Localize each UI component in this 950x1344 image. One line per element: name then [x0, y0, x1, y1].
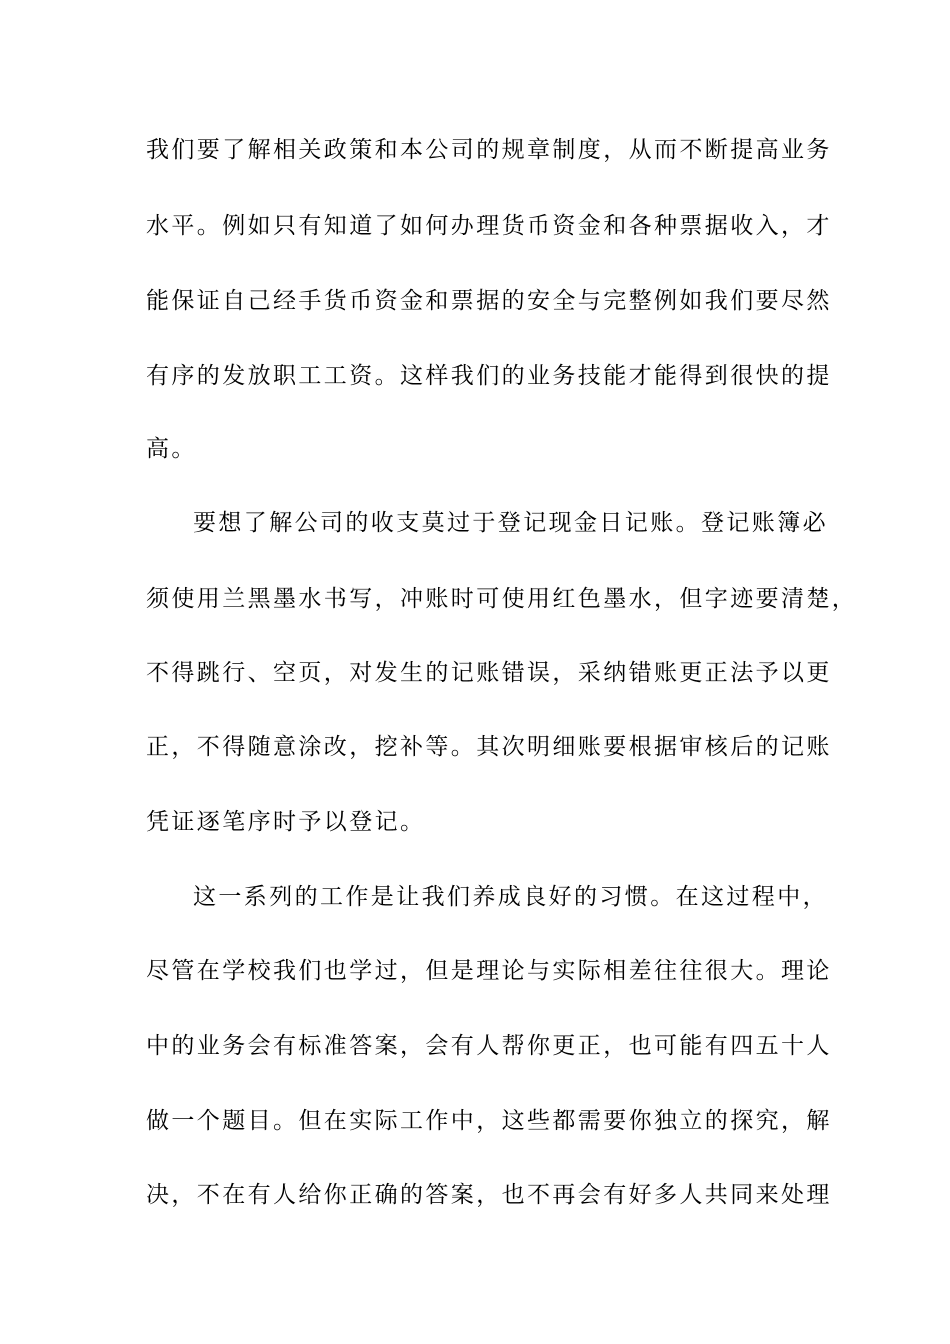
text-line: 我们要了解相关政策和本公司的规章制度，从而不断提高业务	[146, 137, 832, 163]
text-line: 须使用兰黑墨水书写，冲账时可使用红色墨水，但字迹要清楚，	[146, 586, 858, 612]
text-line: 尽管在学校我们也学过，但是理论与实际相差往往很大。理论	[146, 958, 832, 984]
text-line: 能保证自己经手货币资金和票据的安全与完整例如我们要尽然	[146, 288, 832, 314]
paragraph-first-line: 这一系列的工作是让我们养成良好的习惯。在这过程中，	[193, 884, 828, 910]
text-line: 做一个题目。但在实际工作中，这些都需要你独立的探究，解	[146, 1108, 832, 1134]
text-line: 高。	[146, 436, 197, 462]
paragraph-first-line: 要想了解公司的收支莫过于登记现金日记账。登记账簿必	[193, 510, 828, 536]
text-line: 正，不得随意涂改，挖补等。其次明细账要根据审核后的记账	[146, 734, 832, 760]
text-line: 决，不在有人给你正确的答案，也不再会有好多人共同来处理	[146, 1182, 832, 1208]
text-line: 凭证逐笔序时予以登记。	[146, 809, 426, 835]
text-line: 中的业务会有标准答案，会有人帮你更正，也可能有四五十人	[146, 1033, 832, 1059]
text-line: 有序的发放职工工资。这样我们的业务技能才能得到很快的提	[146, 363, 832, 389]
text-line: 不得跳行、空页，对发生的记账错误，采纳错账更正法予以更	[146, 660, 832, 686]
text-line: 水平。例如只有知道了如何办理货币资金和各种票据收入，才	[146, 213, 832, 239]
